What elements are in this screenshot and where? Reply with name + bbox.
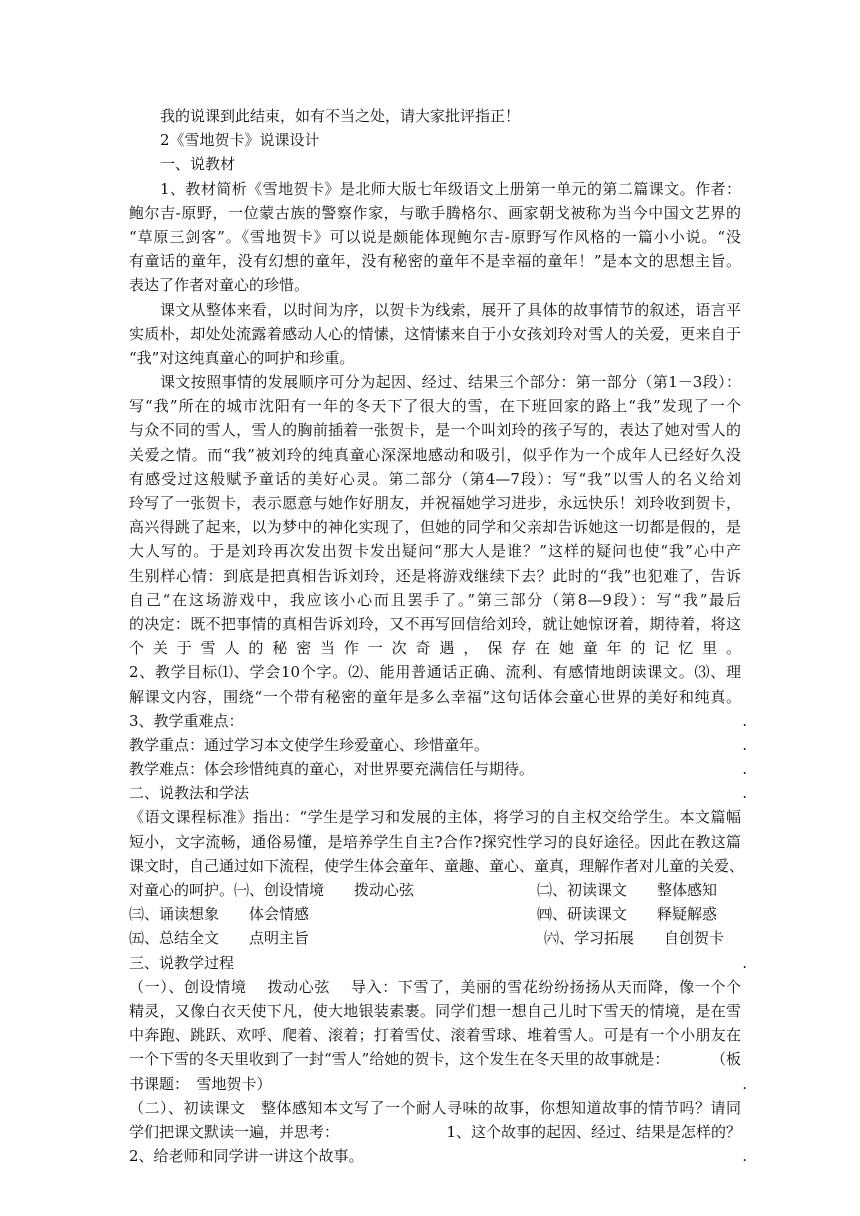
process-step: ㈥、学习拓展 自创贺卡 [544, 929, 725, 948]
process-step: 对童心的呵护。㈠、创设情境 拨动心弦 [129, 881, 415, 899]
teaching-goals-line: 解课文内容，围绕“一个带有秘密的童年是多么幸福”这句话体会童心世界的美好和纯真。 [129, 687, 741, 706]
paragraph-line: 《语文课程标准》指出：“学生是学习和发展的主体，将学习的自主权交给学生。本文篇幅 [129, 808, 741, 827]
closing-line: 我的说课到此结束，如有不当之处，请大家批评指正！ [160, 107, 521, 125]
paragraph-line: 课文从整体来看，以时间为序，以贺卡为线索，展开了具体的故事情节的叙述，语言平 [160, 300, 741, 319]
process-steps-row [129, 878, 741, 902]
difficult-point-line: 教学难点：体会珍惜纯真的童心，对世界要充满信任与期待。 . [129, 757, 741, 781]
paragraph-line: 关爱之情。而“我”被刘玲的纯真童心深深地感动和吸引，似乎作为一个成年人已经好久没 [129, 445, 741, 464]
paragraph-line: “草原三剑客”。《雪地贺卡》可以说是颇能体现鲍尔吉-原野写作风格的一篇小小说。“没 [129, 227, 741, 246]
key-point-line: 教学重点：通过学习本文使学生珍爱童心、珍惜童年。 . [129, 733, 741, 757]
paragraph-line: 与众不同的雪人，雪人的胸前插着一张贺卡，是一个叫刘玲的孩子写的，表达了她对雪人的 [129, 421, 741, 440]
process-steps-row [129, 926, 741, 950]
paragraph-line: （一）、创设情境 拨动心弦 导入：下雪了，美丽的雪花纷纷扬扬从天而降，像一个个 [129, 977, 741, 996]
paragraph-line: 课文时，自己通过如下流程，使学生体会童年、童趣、童心、童真，理解作者对儿童的关爱、 [129, 856, 745, 875]
process-steps-row [129, 902, 741, 926]
paragraph-line: 自己“在这场游戏中，我应该小心而且罢手了。”第三部分（第8—9段）：写“我”最后 [129, 590, 741, 609]
paragraph-line: “我”对这纯真童心的呵护和珍重。 [129, 348, 355, 367]
key-points-heading: 3、教学重难点： . [129, 709, 741, 733]
paragraph-line: 大人写的。于是刘玲再次发出贺卡发出疑问“那大人是谁？”这样的疑问也使“我”心中产 [129, 542, 741, 561]
paragraph-line: 精灵，又像白衣天使下凡，使大地银装素裹。同学们想一想自己儿时下雪天的情境，是在雪 [129, 1001, 741, 1020]
process-step: ㈤、总结全文 点明主旨 [129, 929, 310, 948]
paragraph-line: 1、教材简析《雪地贺卡》是北师大版七年级语文上册第一单元的第二篇课文。作者： [160, 179, 741, 198]
paragraph-line: 课文按照事情的发展顺序可分为起因、经过、结果三个部分：第一部分（第1－3段）： [160, 373, 741, 392]
paragraph-line [129, 1120, 741, 1144]
process-step: ㈣、研读课文 释疑解惑 [537, 905, 718, 924]
paragraph-line: 玲写了一张贺卡，表示愿意与她作好朋友，并祝福她学习进步，永远快乐！刘玲收到贺卡， [129, 494, 741, 512]
document-page [129, 104, 745, 1168]
paragraph-segment: （板 [710, 1050, 741, 1069]
paragraph-line: 中奔跑、跳跃、欢呼、爬着、滚着；打着雪仗、滚着雪球、堆着雪人。可是有一个小朋友在 [129, 1026, 741, 1045]
paragraph-line: 写“我”所在的城市沈阳有一年的冬天下了很大的雪，在下班回家的路上“我”发现了一个 [129, 397, 741, 416]
lesson-title: 2《雪地贺卡》说课设计 [160, 131, 320, 150]
paragraph-line: 生别样心情：到底是把真相告诉刘玲，还是将游戏继续下去？此时的“我”也犯难了，告诉 [129, 566, 741, 585]
paragraph-line: 表达了作者对童心的珍惜。 [129, 276, 310, 295]
paragraph-line: 2、给老师和同学讲一讲这个故事。 . [129, 1144, 741, 1168]
paragraph-segment: 1、这个故事的起因、经过、结果是怎样的？ [446, 1122, 741, 1141]
teaching-goals-line: 2、教学目标⑴、学会10个字。⑵、能用普通话正确、流利、有感情地朗读课文。⑶、理 [129, 663, 741, 682]
section-heading-process: 三、说教学过程 . [129, 951, 741, 975]
process-step: ㈡、初读课文 整体感知 [537, 881, 718, 899]
paragraph-line: 有感受过这般赋予童话的美好心灵。第二部分（第4—7段）：写“我”以雪人的名义给刘 [129, 469, 741, 488]
paragraph-line: 鲍尔吉-原野，一位蒙古族的警察作家，与歌手腾格尔、画家朝戈被称为当今中国文艺界的 [129, 203, 741, 222]
paragraph-segment: 学们把课文默读一遍，并思考： [129, 1122, 340, 1141]
paragraph-line [129, 1047, 741, 1071]
paragraph-segment: 一个下雪的冬天里收到了一封“雪人”给她的贺卡，这个发生在冬天里的故事就是： [129, 1050, 670, 1069]
paragraph-line: 短小，文字流畅，通俗易懂，是培养学生自主?合作?探究性学习的良好途径。因此在教这篇 [129, 832, 741, 851]
paragraph-line: 有童话的童年，没有幻想的童年，没有秘密的童年不是幸福的童年！”是本文的思想主旨。 [129, 252, 741, 271]
paragraph-line: 个关于雪人的秘密当作一次奇遇，保存在她童年的记忆里。 [129, 639, 741, 658]
section-heading-methods: 二、说教法和学法 . [129, 781, 741, 805]
process-step: ㈢、诵读想象 体会情感 [129, 905, 310, 924]
paragraph-line: 高兴得跳了起来，以为梦中的神化实现了，但她的同学和父亲却告诉她这一切都是假的，是 [129, 518, 741, 537]
paragraph-line: 书课题： 雪地贺卡） . [129, 1072, 741, 1096]
paragraph-line: 的决定：既不把事情的真相告诉刘玲，又不再写回信给刘玲，就让她惊讶着，期待着，将这 [129, 614, 741, 633]
paragraph-line: （二）、初读课文 整体感知本文写了一个耐人寻味的故事，你想知道故事的情节吗？请同 [129, 1098, 741, 1117]
paragraph-line: 实质朴，却处处流露着感动人心的情愫，这情愫来自于小女孩刘玲对雪人的关爱，更来自于 [129, 324, 741, 343]
section-heading-textbook: 一、说教材 [160, 155, 236, 174]
